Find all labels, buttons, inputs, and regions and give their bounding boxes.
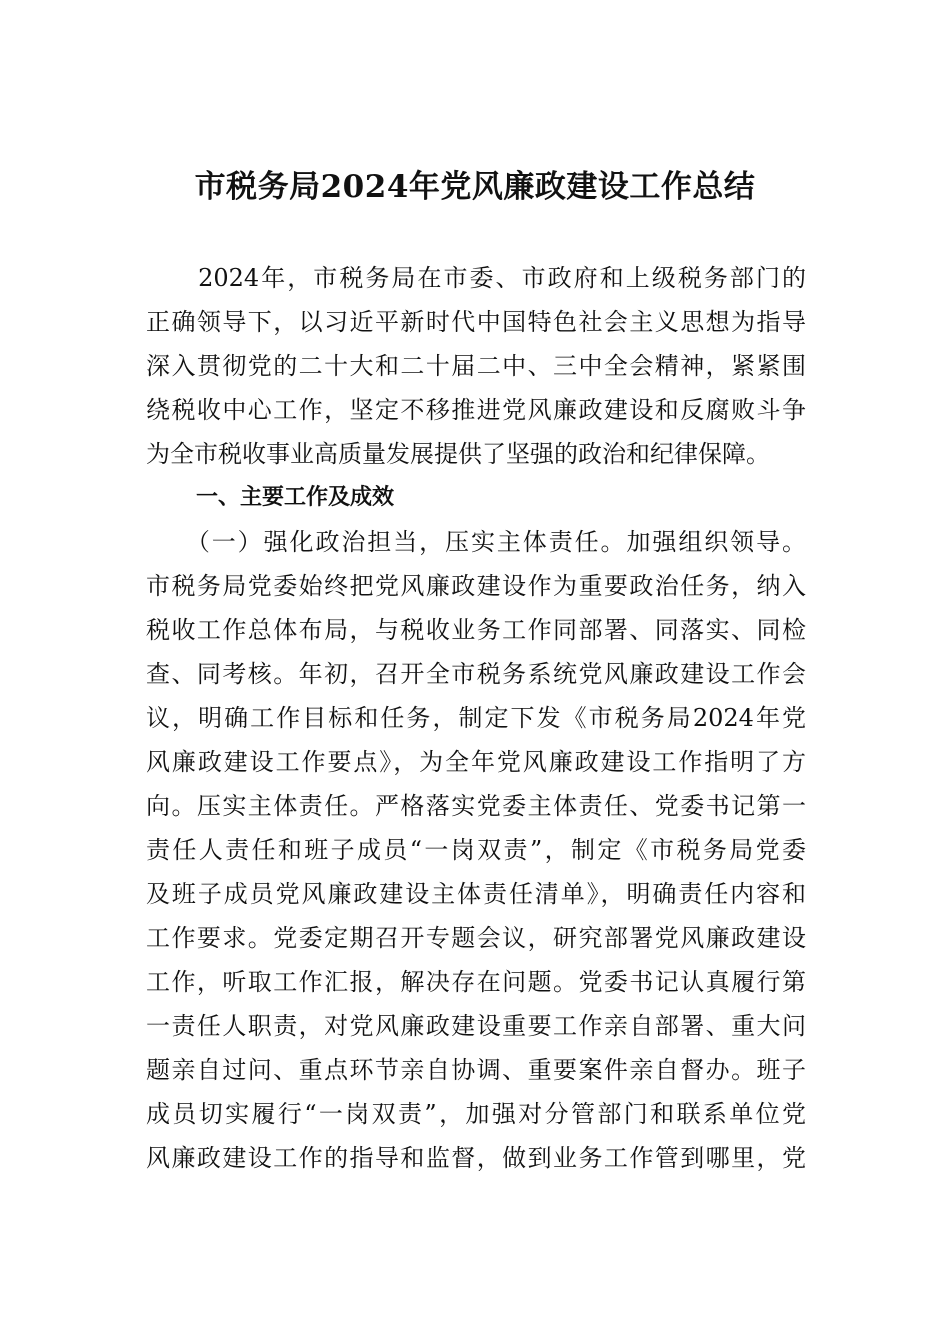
text-line: 正确领导下，以习近平新时代中国特色社会主义思想为指导 xyxy=(146,308,806,336)
text-line: 工作要求。党委定期召开专题会议，研究部署党风廉政建设 xyxy=(146,924,806,952)
text-line: 绕税收中心工作，坚定不移推进党风廉政建设和反腐败斗争 xyxy=(146,396,806,424)
text-line: 向。压实主体责任。严格落实党委主体责任、党委书记第一 xyxy=(146,792,806,820)
text-line: （一）强化政治担当，压实主体责任。加强组织领导。 xyxy=(146,528,806,556)
text-line: 成员切实履行“一岗双责”，加强对分管部门和联系单位党 xyxy=(146,1100,806,1128)
text-line: 题亲自过问、重点环节亲自协调、重要案件亲自督办。班子 xyxy=(146,1056,806,1084)
document-title: 市税务局2024年党风廉政建设工作总结 xyxy=(194,169,756,205)
text-line: 税收工作总体布局，与税收业务工作同部署、同落实、同检 xyxy=(146,616,806,644)
text-line: 为全市税收事业高质量发展提供了坚强的政治和纪律保障。 xyxy=(146,440,770,468)
section-heading: 一、主要工作及成效 xyxy=(196,485,395,510)
text-line: 及班子成员党风廉政建设主体责任清单》，明确责任内容和 xyxy=(146,880,806,908)
document-body xyxy=(146,256,806,1180)
text-line: 风廉政建设工作要点》，为全年党风廉政建设工作指明了方 xyxy=(146,748,806,776)
text-line: 一责任人职责，对党风廉政建设重要工作亲自部署、重大问 xyxy=(146,1012,806,1040)
text-line: 工作，听取工作汇报，解决存在问题。党委书记认真履行第 xyxy=(146,968,806,996)
text-line: 责任人责任和班子成员“一岗双责”，制定《市税务局党委 xyxy=(146,836,806,864)
text-line: 查、同考核。年初，召开全市税务系统党风廉政建设工作会 xyxy=(146,660,806,688)
text-line: 2024年，市税务局在市委、市政府和上级税务部门的 xyxy=(146,264,806,292)
text-line: 市税务局党委始终把党风廉政建设作为重要政治任务，纳入 xyxy=(146,572,806,600)
text-line: 议，明确工作目标和任务，制定下发《市税务局2024年党 xyxy=(146,704,806,732)
text-line: 深入贯彻党的二十大和二十届二中、三中全会精神，紧紧围 xyxy=(146,352,806,380)
text-line: 风廉政建设工作的指导和监督，做到业务工作管到哪里，党 xyxy=(146,1144,806,1172)
